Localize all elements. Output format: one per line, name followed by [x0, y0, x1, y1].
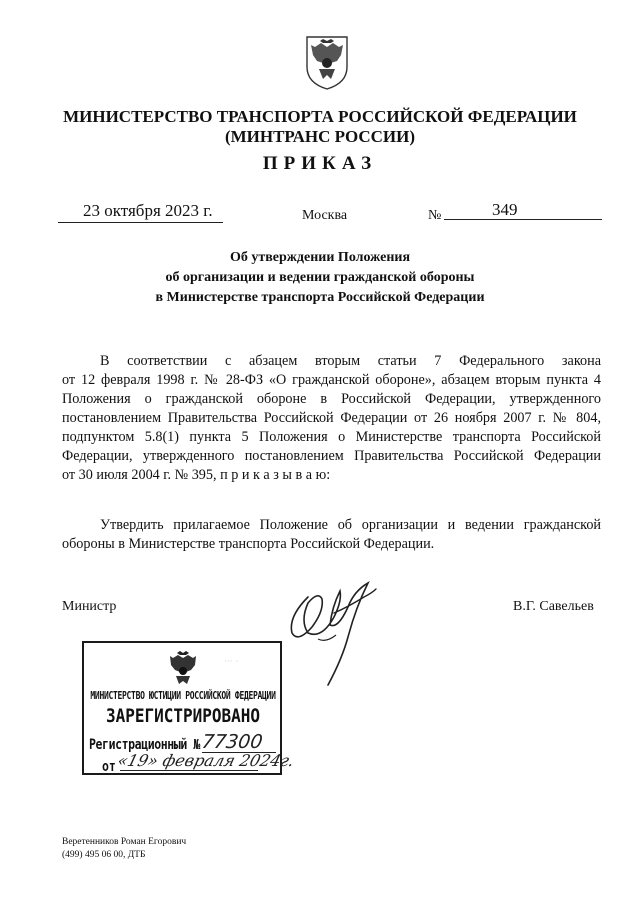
number-sign: № [428, 208, 442, 223]
body-line: постановлением Правительства Российской Федерации от 26 ноября 2007 г. № 804, [62, 410, 601, 426]
stamp-status: ЗАРЕГИСТРИРОВАНО [105, 704, 261, 727]
registration-stamp [82, 641, 297, 775]
signer-name: В.Г. Савельев [513, 599, 594, 614]
stamp-faint-mark: ··· · [224, 657, 239, 667]
body-line: Положения о гражданской обороне в Российской Федерации, утвержденного [62, 391, 601, 407]
order-city: Москва [302, 208, 348, 223]
body-line: подпунктом 5.8(1) пункта 5 Положения о Министерстве транспорта Российской [62, 429, 601, 445]
signature-image [278, 577, 398, 692]
body-line: Утвердить прилагаемое Положение об организации и ведении гражданской [100, 517, 601, 533]
executor-name: Веретенников Роман Егорович [62, 837, 187, 847]
stamp-date-label: от [102, 757, 116, 775]
subject-line: об организации и ведении гражданской обороны [165, 270, 475, 285]
body-line: обороны в Министерстве транспорта Российской Федерации. [62, 536, 435, 552]
stamp-emblem-icon [162, 648, 204, 688]
ministry-name: МИНИСТЕРСТВО ТРАНСПОРТА РОССИЙСКОЙ ФЕДЕРАЦИИ [63, 107, 577, 126]
body-line: от 30 июля 2004 г. № 395, п р и к а з ы в а ю: [62, 467, 331, 483]
date-underline [58, 222, 223, 223]
order-number: 349 [492, 200, 518, 219]
executor-phone: (499) 495 06 00, ДТБ [62, 850, 146, 860]
coat-of-arms-icon [301, 33, 353, 91]
stamp-regnum-value: 77300 [200, 731, 264, 753]
stamp-regnum-label: Регистрационный № [89, 735, 200, 753]
stamp-ministry: МИНИСТЕРСТВО ЮСТИЦИИ РОССИЙСКОЙ ФЕДЕРАЦИИ [90, 689, 276, 702]
order-date: 23 октября 2023 г. [83, 201, 213, 220]
subject-line: Об утверждении Положения [229, 250, 411, 265]
body-line: от 12 февраля 1998 г. № 28-ФЗ «О гражданской обороне», абзацем вторым пункта 4 [62, 372, 601, 388]
stamp-date-value: «19» февраля 2024г. [115, 751, 297, 770]
number-underline [444, 219, 602, 220]
order-title: ПРИКАЗ [262, 153, 378, 174]
subject-line: в Министерстве транспорта Российской Федерации [155, 290, 485, 305]
signer-title: Министр [62, 599, 117, 614]
stamp-date-underline [120, 770, 258, 771]
body-line: Федерации, утвержденного постановлением Правительства Российской Федерации [62, 448, 601, 464]
body-line: В соответствии с абзацем вторым статьи 7 Федерального закона [100, 353, 601, 369]
ministry-short-name: (МИНТРАНС РОССИИ) [224, 127, 416, 146]
